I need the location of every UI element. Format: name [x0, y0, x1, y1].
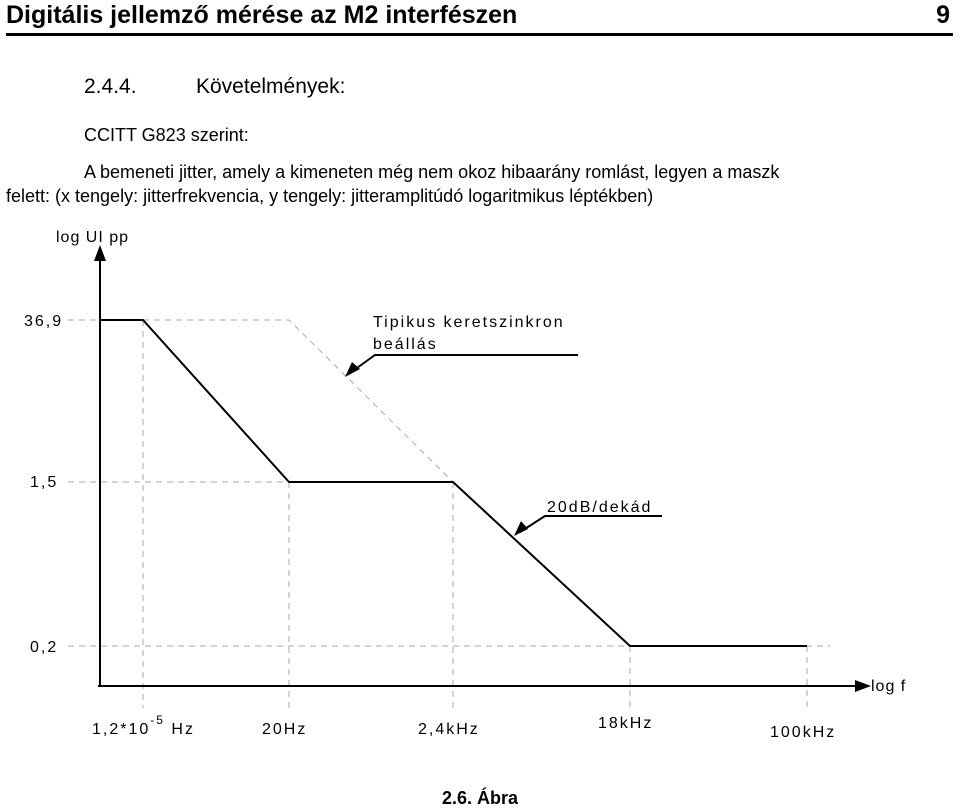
annotation-typical-line2: beállás — [373, 336, 438, 353]
vertical-guides — [143, 320, 807, 708]
x-tick-label: 2,4kHz — [418, 721, 480, 738]
y-axis-label: log UI pp — [56, 229, 130, 246]
y-tick-label: 36,9 — [24, 313, 64, 330]
figure-caption: 2.6. Ábra — [441, 788, 519, 808]
paragraph-line-1: A bemeneti jitter, amely a kimeneten még nem okoz hibaarány romlást, legyen a maszk — [84, 162, 780, 182]
slope-leader — [520, 516, 662, 532]
y-tick-label: 0,2 — [30, 639, 59, 656]
paragraph-line-2: felett: (x tengely: jitterfrekvencia, y tengely: jitteramplitúdó logaritmikus léptékben) — [6, 186, 654, 206]
x-axis-label: log f — [871, 678, 907, 695]
annotation-typical-line1: Tipikus keretszinkron — [373, 314, 565, 331]
header-title: Digitális jellemző mérése az M2 interfészen — [6, 1, 518, 29]
x-tick-base: 1,2*10 — [92, 721, 151, 738]
x-tick-label — [92, 713, 195, 738]
x-tick-label: 20Hz — [262, 721, 308, 738]
subtitle: CCITT G823 szerint: — [84, 125, 249, 145]
x-tick-unit: Hz — [164, 721, 195, 738]
y-tick-label: 1,5 — [30, 474, 59, 491]
x-axis-arrow — [855, 680, 871, 692]
section-number: 2.4.4. — [84, 75, 137, 98]
slope-arrow — [514, 521, 528, 536]
x-tick-exponent: -5 — [150, 713, 165, 727]
x-tick-label: 18kHz — [598, 715, 654, 732]
annotation-slope: 20dB/dekád — [547, 499, 653, 516]
typical-sync-arrow — [345, 362, 360, 377]
page-number: 9 — [936, 1, 950, 29]
typical-sync-leader — [350, 355, 578, 373]
y-axis-arrow — [94, 245, 106, 261]
x-tick-label: 100kHz — [770, 724, 837, 741]
section-title: Követelmények: — [196, 75, 346, 98]
